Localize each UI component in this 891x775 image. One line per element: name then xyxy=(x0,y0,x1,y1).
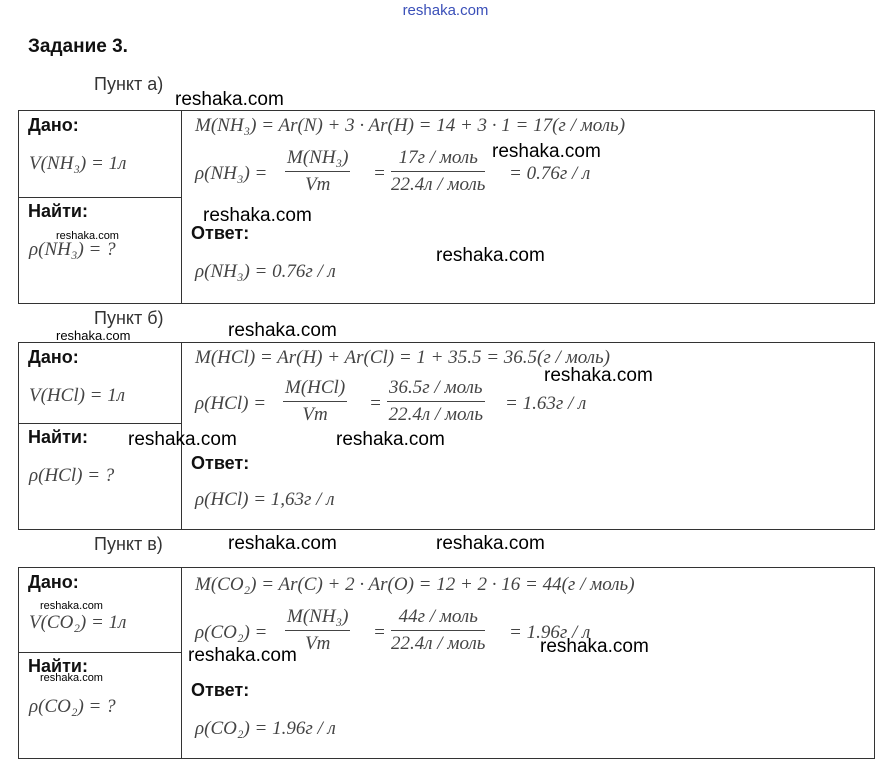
part-a-answer: ρ(NH₃) = 0.76г / л xyxy=(195,261,336,282)
part-c-answer: ρ(CO₂) = 1.96г / л xyxy=(195,718,336,739)
watermark-small: reshaka.com xyxy=(56,328,131,343)
part-c-divider xyxy=(19,652,181,653)
watermark: reshaka.com xyxy=(336,429,445,450)
watermark: reshaka.com xyxy=(436,245,545,266)
part-c-molar-mass: M(CO₂) = Ar(C) + 2 · Ar(O) = 12 + 2 · 16 = 44(г / моль) xyxy=(195,574,635,595)
part-a-rho-result: = 0.76г / л xyxy=(509,163,591,184)
watermark: reshaka.com xyxy=(128,429,237,450)
part-b-fraction-formula-num: M(HCl) xyxy=(283,377,347,402)
part-b-heading: Пункт б) xyxy=(94,308,164,328)
part-a-molar-mass: M(NH₃) = Ar(N) + 3 · Ar(H) = 14 + 3 · 1 = 17(г / моль) xyxy=(195,115,626,136)
part-a-fraction-values-den: 22.4л / моль xyxy=(391,174,486,195)
part-c-fraction-values-den: 22.4л / моль xyxy=(391,633,486,654)
watermark: reshaka.com xyxy=(188,645,297,666)
watermark: reshaka.com xyxy=(540,636,649,657)
part-c-fraction-formula-den: Vm xyxy=(305,633,331,654)
part-a-fraction-values-num: 17г / моль xyxy=(391,147,485,172)
part-b-answer: ρ(HCl) = 1,63г / л xyxy=(195,489,335,510)
part-a-naiti-label: Найти: xyxy=(28,201,88,221)
part-b-fraction-formula-den: Vm xyxy=(302,404,328,425)
part-a-fraction-formula-num: M(NH₃) xyxy=(285,147,350,172)
part-c-equals: = xyxy=(373,622,386,643)
part-c-otvet-label: Ответ: xyxy=(191,680,250,700)
part-b-fraction-values-den: 22.4л / моль xyxy=(388,404,483,425)
part-a-divider xyxy=(19,197,181,198)
part-c-rho-result: = 1.96г / л xyxy=(509,622,591,643)
part-b-equals: = xyxy=(369,393,382,414)
watermark: reshaka.com xyxy=(436,533,545,554)
part-b-naiti-label: Найти: xyxy=(28,427,88,447)
part-b-dano-label: Дано: xyxy=(28,347,79,367)
part-b-divider xyxy=(19,423,181,424)
part-c-fraction-formula-num: M(NH₃) xyxy=(285,606,350,631)
part-c-left-column xyxy=(19,568,182,758)
watermark-small: reshaka.com xyxy=(56,230,119,242)
part-c-heading: Пункт в) xyxy=(94,534,163,554)
part-a-dano-label: Дано: xyxy=(28,115,79,135)
part-a-fraction-values xyxy=(391,147,485,196)
part-a-rho-lhs: ρ(NH₃) = xyxy=(195,163,268,184)
part-b-otvet-label: Ответ: xyxy=(191,453,250,473)
part-b-given-value: V(HCl) = 1л xyxy=(29,385,126,406)
part-a-equals: = xyxy=(373,163,386,184)
part-a-fraction-formula xyxy=(285,147,350,196)
part-b-fraction-values xyxy=(387,377,485,426)
watermark: reshaka.com xyxy=(175,89,284,110)
part-a-otvet-label: Ответ: xyxy=(191,223,250,243)
part-a-left-column xyxy=(19,111,182,303)
part-c-fraction-values xyxy=(391,606,485,655)
part-b-fraction-formula xyxy=(283,377,347,426)
part-a-given-value: V(NH₃) = 1л xyxy=(29,153,127,174)
watermark: reshaka.com xyxy=(544,365,653,386)
part-c-find-value: ρ(CO₂) = ? xyxy=(29,696,116,717)
part-b-molar-mass: M(HCl) = Ar(H) + Ar(Cl) = 1 + 35.5 = 36.5(г / моль) xyxy=(195,347,610,368)
watermark-small: reshaka.com xyxy=(40,600,103,612)
part-a-fraction-formula-den: Vm xyxy=(305,174,331,195)
watermark: reshaka.com xyxy=(492,141,601,162)
watermark: reshaka.com xyxy=(203,205,312,226)
part-c-fraction-values-num: 44г / моль xyxy=(391,606,485,631)
part-b-rho-result: = 1.63г / л xyxy=(505,393,587,414)
part-b-rho-lhs: ρ(HCl) = xyxy=(195,393,267,414)
part-c-dano-label: Дано: xyxy=(28,572,79,592)
watermark: reshaka.com xyxy=(228,320,337,341)
watermark-small: reshaka.com xyxy=(40,672,103,684)
task-title: Задание 3. xyxy=(28,36,128,57)
part-b-find-value: ρ(HCl) = ? xyxy=(29,465,115,486)
part-a-find-value: ρ(NH₃) = ? xyxy=(29,239,116,260)
part-c-rho-lhs: ρ(CO₂) = xyxy=(195,622,268,643)
part-c-given-value: V(CO₂) = 1л xyxy=(29,612,127,633)
site-link-top[interactable]: reshaka.com xyxy=(402,2,489,19)
part-a-box xyxy=(18,110,875,304)
watermark: reshaka.com xyxy=(228,533,337,554)
part-a-heading: Пункт а) xyxy=(94,74,164,94)
part-c-box xyxy=(18,567,875,759)
part-b-fraction-values-num: 36.5г / моль xyxy=(387,377,485,402)
part-c-naiti-label: Найти: xyxy=(28,656,88,676)
